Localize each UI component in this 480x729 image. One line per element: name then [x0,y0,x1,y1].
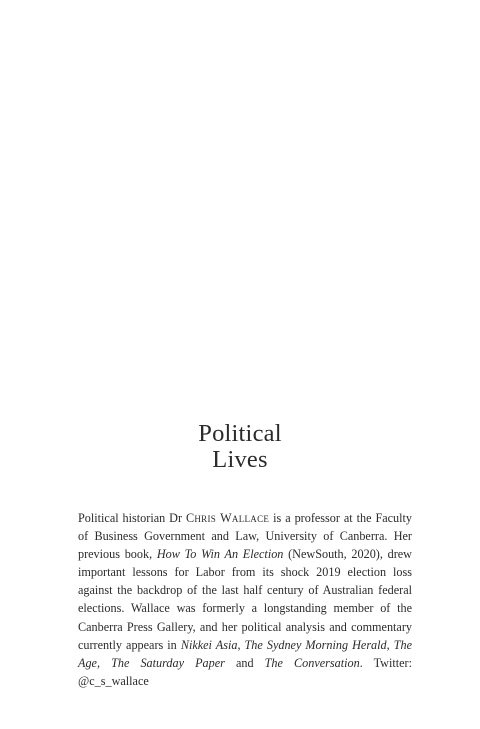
series-title [0,421,480,473]
bio-text: , [96,655,112,670]
bio-text: Political historian Dr [78,511,186,525]
bio-text: and [224,655,265,670]
publication-the-age: The Age [78,637,413,670]
publication-the-conversation: The Conversation [264,655,360,670]
bio-text: (NewSouth, 2020), drew important lessons for Labor from its shock 2019 election loss against the backdrop of the last half century of Australian federal elections. Wallace was formerly a longstanding member of the Canberra Press Gallery, and her political analysis and commentary currently appears in [78,547,412,652]
series-title-line-2: Lives [212,446,268,473]
bio-text: , [237,637,245,652]
book-title: How To Win An Election [156,547,284,562]
author-bio [78,509,412,690]
publication-saturday-paper: The Saturday Paper [111,655,225,670]
publication-nikkei-asia: Nikkei Asia [180,637,238,652]
author-name: Chris Wallace [185,511,270,525]
bio-text: is a professor at the Faculty of Business Government and Law, University of Canberra. Her previous book, [78,511,412,562]
series-title-line-1: Political [198,420,282,447]
bio-text: . Twitter: @c_s_wallace [78,655,413,688]
bio-text: , [386,637,394,652]
publication-smh: The Sydney Morning Herald [244,637,387,652]
